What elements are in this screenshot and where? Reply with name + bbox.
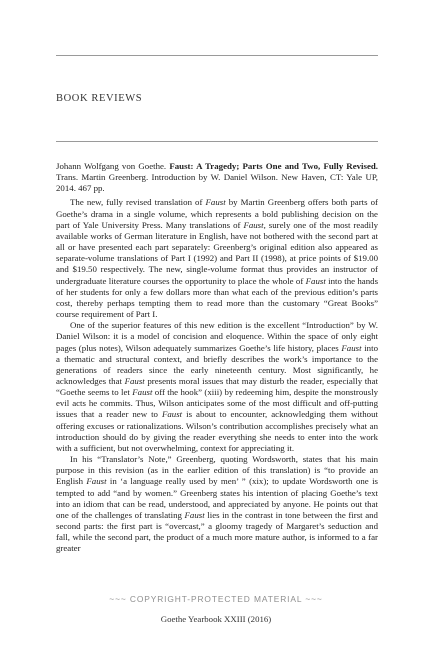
section-rule bbox=[56, 141, 378, 142]
section-heading: BOOK REVIEWS bbox=[56, 93, 143, 104]
paragraph-1: The new, fully revised translation of Faust by Martin Greenberg offers both parts of Goethe’s drama in a single volume, which represents a bold publishing decision on the part of Yale University Press. Many translations of Faust, surely one of the most readily available works of German literature in English, have not bothered with the second part at all or have presented each part separately: Greenberg’s original edition also appeared as separate-volume translations of Part I (1992) and Part II (1998), at price points of $19.00 and $19.50 respectively. The new, single-volume format thus provides an instructor of undergraduate literature courses the opportunity to place the whole of Faust into the hands of her students for only a few dollars more than what each of the previous edition’s parts cost, thereby perhaps tempting them to read more than the customary “Great Books” course requirement of Part I. bbox=[56, 197, 379, 320]
top-rule bbox=[56, 55, 378, 56]
paragraph-3: In his “Translator’s Note,” Greenberg, quoting Wordsworth, states that his main purpose in this revision (as in the earlier edition of this translation) is “to provide an English Faust in ‘a language really used by men’ ” (xix); to update Wordsworth one is tempted to add “and by women.” Greenberg states his intention of placing Goethe’s text into an idiom that can be read, understood, and appreciated by anyone. He points out that one of the challenges of translating Faust lies in the contrast in tone between the first and second parts: the first part is “overcast,” a gloomy tragedy of Margaret’s seduction and fall, while the second part, the product of a much more mature author, is informed to a far greater bbox=[56, 454, 378, 554]
book-citation bbox=[56, 161, 378, 194]
copyright-notice: ~~~ COPYRIGHT-PROTECTED MATERIAL ~~~ bbox=[109, 594, 323, 604]
journal-footer: Goethe Yearbook XXIII (2016) bbox=[160, 614, 272, 624]
citation-details: Trans. Martin Greenberg. Introduction by W. Daniel Wilson. New Haven, CT: Yale UP, 2014. 467 pp. bbox=[56, 172, 378, 194]
review-body bbox=[56, 161, 378, 554]
citation-author: Johann Wolfgang von Goethe. bbox=[56, 161, 167, 171]
paragraph-2: One of the superior features of this new edition is the excellent “Introduction” by W. Daniel Wilson: it is a model of concision and eloquence. Within the space of only eight pages (plus notes), Wilson adequately summarizes Goethe’s life history, places Faust into a thematic and structural context, and briefly describes the work’s importance to the generations of readers since the early nineteenth century. Most significantly, he acknowledges that Faust presents moral issues that may disturb the reader, especially that “Goethe seems to let Faust off the hook” (xiii) by redeeming him, despite the monstrously evil acts he commits. Thus, Wilson anticipates some of the most difficult and off-putting issues that a reader new to Faust is about to encounter, acknowledging them without offering excuses or rationalizations. Wilson’s contribution accomplishes precisely what an introduction should do by giving the reader everything she needs to enter into the work with a sufficient, but not overwhelming, context for appreciating it. bbox=[56, 320, 378, 453]
citation-title: Faust: A Tragedy; Parts One and Two, Fully Revised. bbox=[169, 161, 378, 171]
